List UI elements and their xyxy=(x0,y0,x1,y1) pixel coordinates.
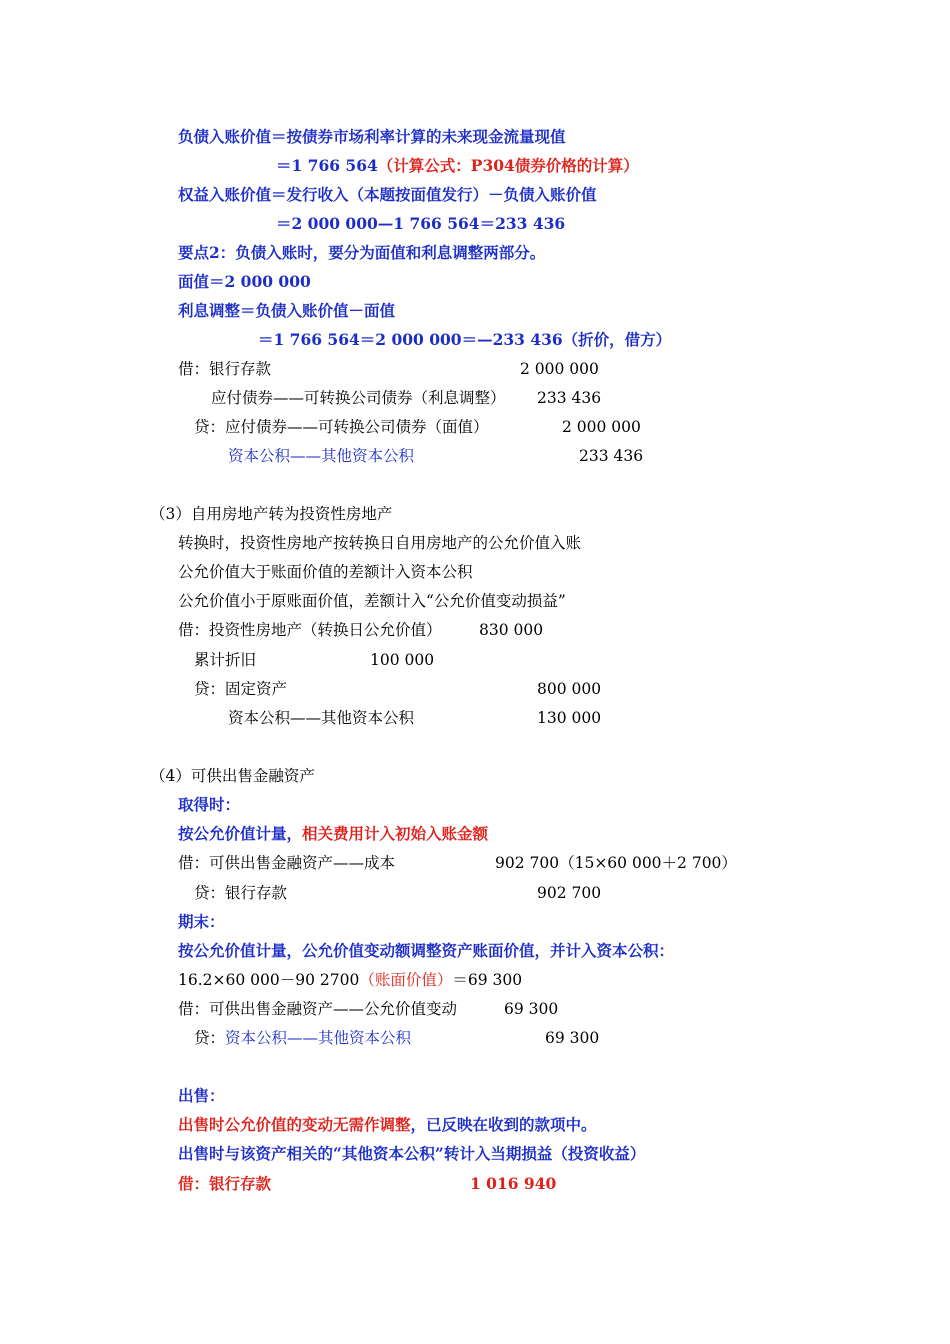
journal-amount: 2 000 000 xyxy=(520,360,599,378)
text-line: ＝1 766 564（计算公式：P304债券价格的计算） xyxy=(276,156,639,175)
journal-amount: 902 700 xyxy=(537,884,602,902)
text-line: 权益入账价值＝发行收入（本题按面值发行）－负债入账价值 xyxy=(178,185,597,204)
journal-entry-debit: 借：可供出售金融资产——成本 xyxy=(178,854,396,872)
text-line: 公允价值大于账面价值的差额计入资本公积 xyxy=(178,563,473,581)
journal-amount: 100 000 xyxy=(370,651,435,669)
journal-entry-credit: 资本公积——其他资本公积 xyxy=(228,447,415,465)
journal-amount: 233 436 xyxy=(579,447,644,465)
text-line: 负债入账价值＝按债券市场利率计算的未来现金流量现值 xyxy=(178,127,566,146)
journal-entry-credit: 贷：银行存款 xyxy=(194,884,288,902)
journal-amount: 233 436 xyxy=(537,389,602,407)
journal-entry-credit: 资本公积——其他资本公积 xyxy=(228,709,415,727)
formula-line: 16.2×60 000－90 2700（账面价值）＝69 300 xyxy=(178,971,523,989)
text-line: 公允价值小于原账面价值，差额计入“公允价值变动损益” xyxy=(178,592,566,610)
journal-entry-debit: 借：银行存款 xyxy=(178,360,272,378)
journal-amount: 2 000 000 xyxy=(562,418,641,436)
journal-amount: 69 300 xyxy=(545,1029,600,1047)
text-line: 转换时，投资性房地产按转换日自用房地产的公允价值入账 xyxy=(178,534,582,552)
journal-amount: 1 016 940 xyxy=(470,1174,557,1193)
journal-amount: 130 000 xyxy=(537,709,602,727)
subheading: 取得时： xyxy=(178,795,241,814)
text-line: 面值＝2 000 000 xyxy=(178,272,311,291)
journal-amount: 800 000 xyxy=(537,680,602,698)
section-heading: （4）可供出售金融资产 xyxy=(150,767,315,785)
text-line: 按公允价值计量，相关费用计入初始入账金额 xyxy=(178,824,489,843)
journal-entry-credit: 贷：应付债券——可转换公司债券（面值） xyxy=(194,418,489,436)
journal-amount: 830 000 xyxy=(479,621,544,639)
journal-amount: 902 700（15×60 000＋2 700） xyxy=(495,854,737,872)
journal-entry-credit: 贷：固定资产 xyxy=(194,680,288,698)
section-heading: （3）自用房地产转为投资性房地产 xyxy=(150,505,393,523)
journal-entry-debit: 借：可供出售金融资产——公允价值变动 xyxy=(178,1000,458,1018)
text-line: 按公允价值计量，公允价值变动额调整资产账面价值，并计入资本公积： xyxy=(178,941,675,960)
text-line: 出售时与该资产相关的“其他资本公积”转计入当期损益（投资收益） xyxy=(178,1144,646,1163)
text-line: ＝2 000 000—1 766 564＝233 436 xyxy=(276,214,566,233)
journal-amount: 69 300 xyxy=(504,1000,559,1018)
journal-entry-debit: 累计折旧 xyxy=(194,651,257,669)
subheading: 出售： xyxy=(178,1086,225,1105)
journal-entry-debit: 借：投资性房地产（转换日公允价值） xyxy=(178,621,442,639)
journal-entry-debit: 借：银行存款 xyxy=(178,1174,272,1193)
subheading: 期末： xyxy=(178,912,225,931)
text-line: 利息调整＝负债入账价值－面值 xyxy=(178,301,396,320)
journal-entry-debit: 应付债券——可转换公司债券（利息调整） xyxy=(211,389,506,407)
journal-entry-credit: 贷：资本公积——其他资本公积 xyxy=(194,1029,412,1047)
text-line: 要点2：负债入账时，要分为面值和利息调整两部分。 xyxy=(178,243,546,262)
text-line: ＝1 766 564＝2 000 000＝—233 436（折价，借方） xyxy=(258,330,672,349)
text-line: 出售时公允价值的变动无需作调整，已反映在收到的款项中。 xyxy=(178,1115,597,1134)
